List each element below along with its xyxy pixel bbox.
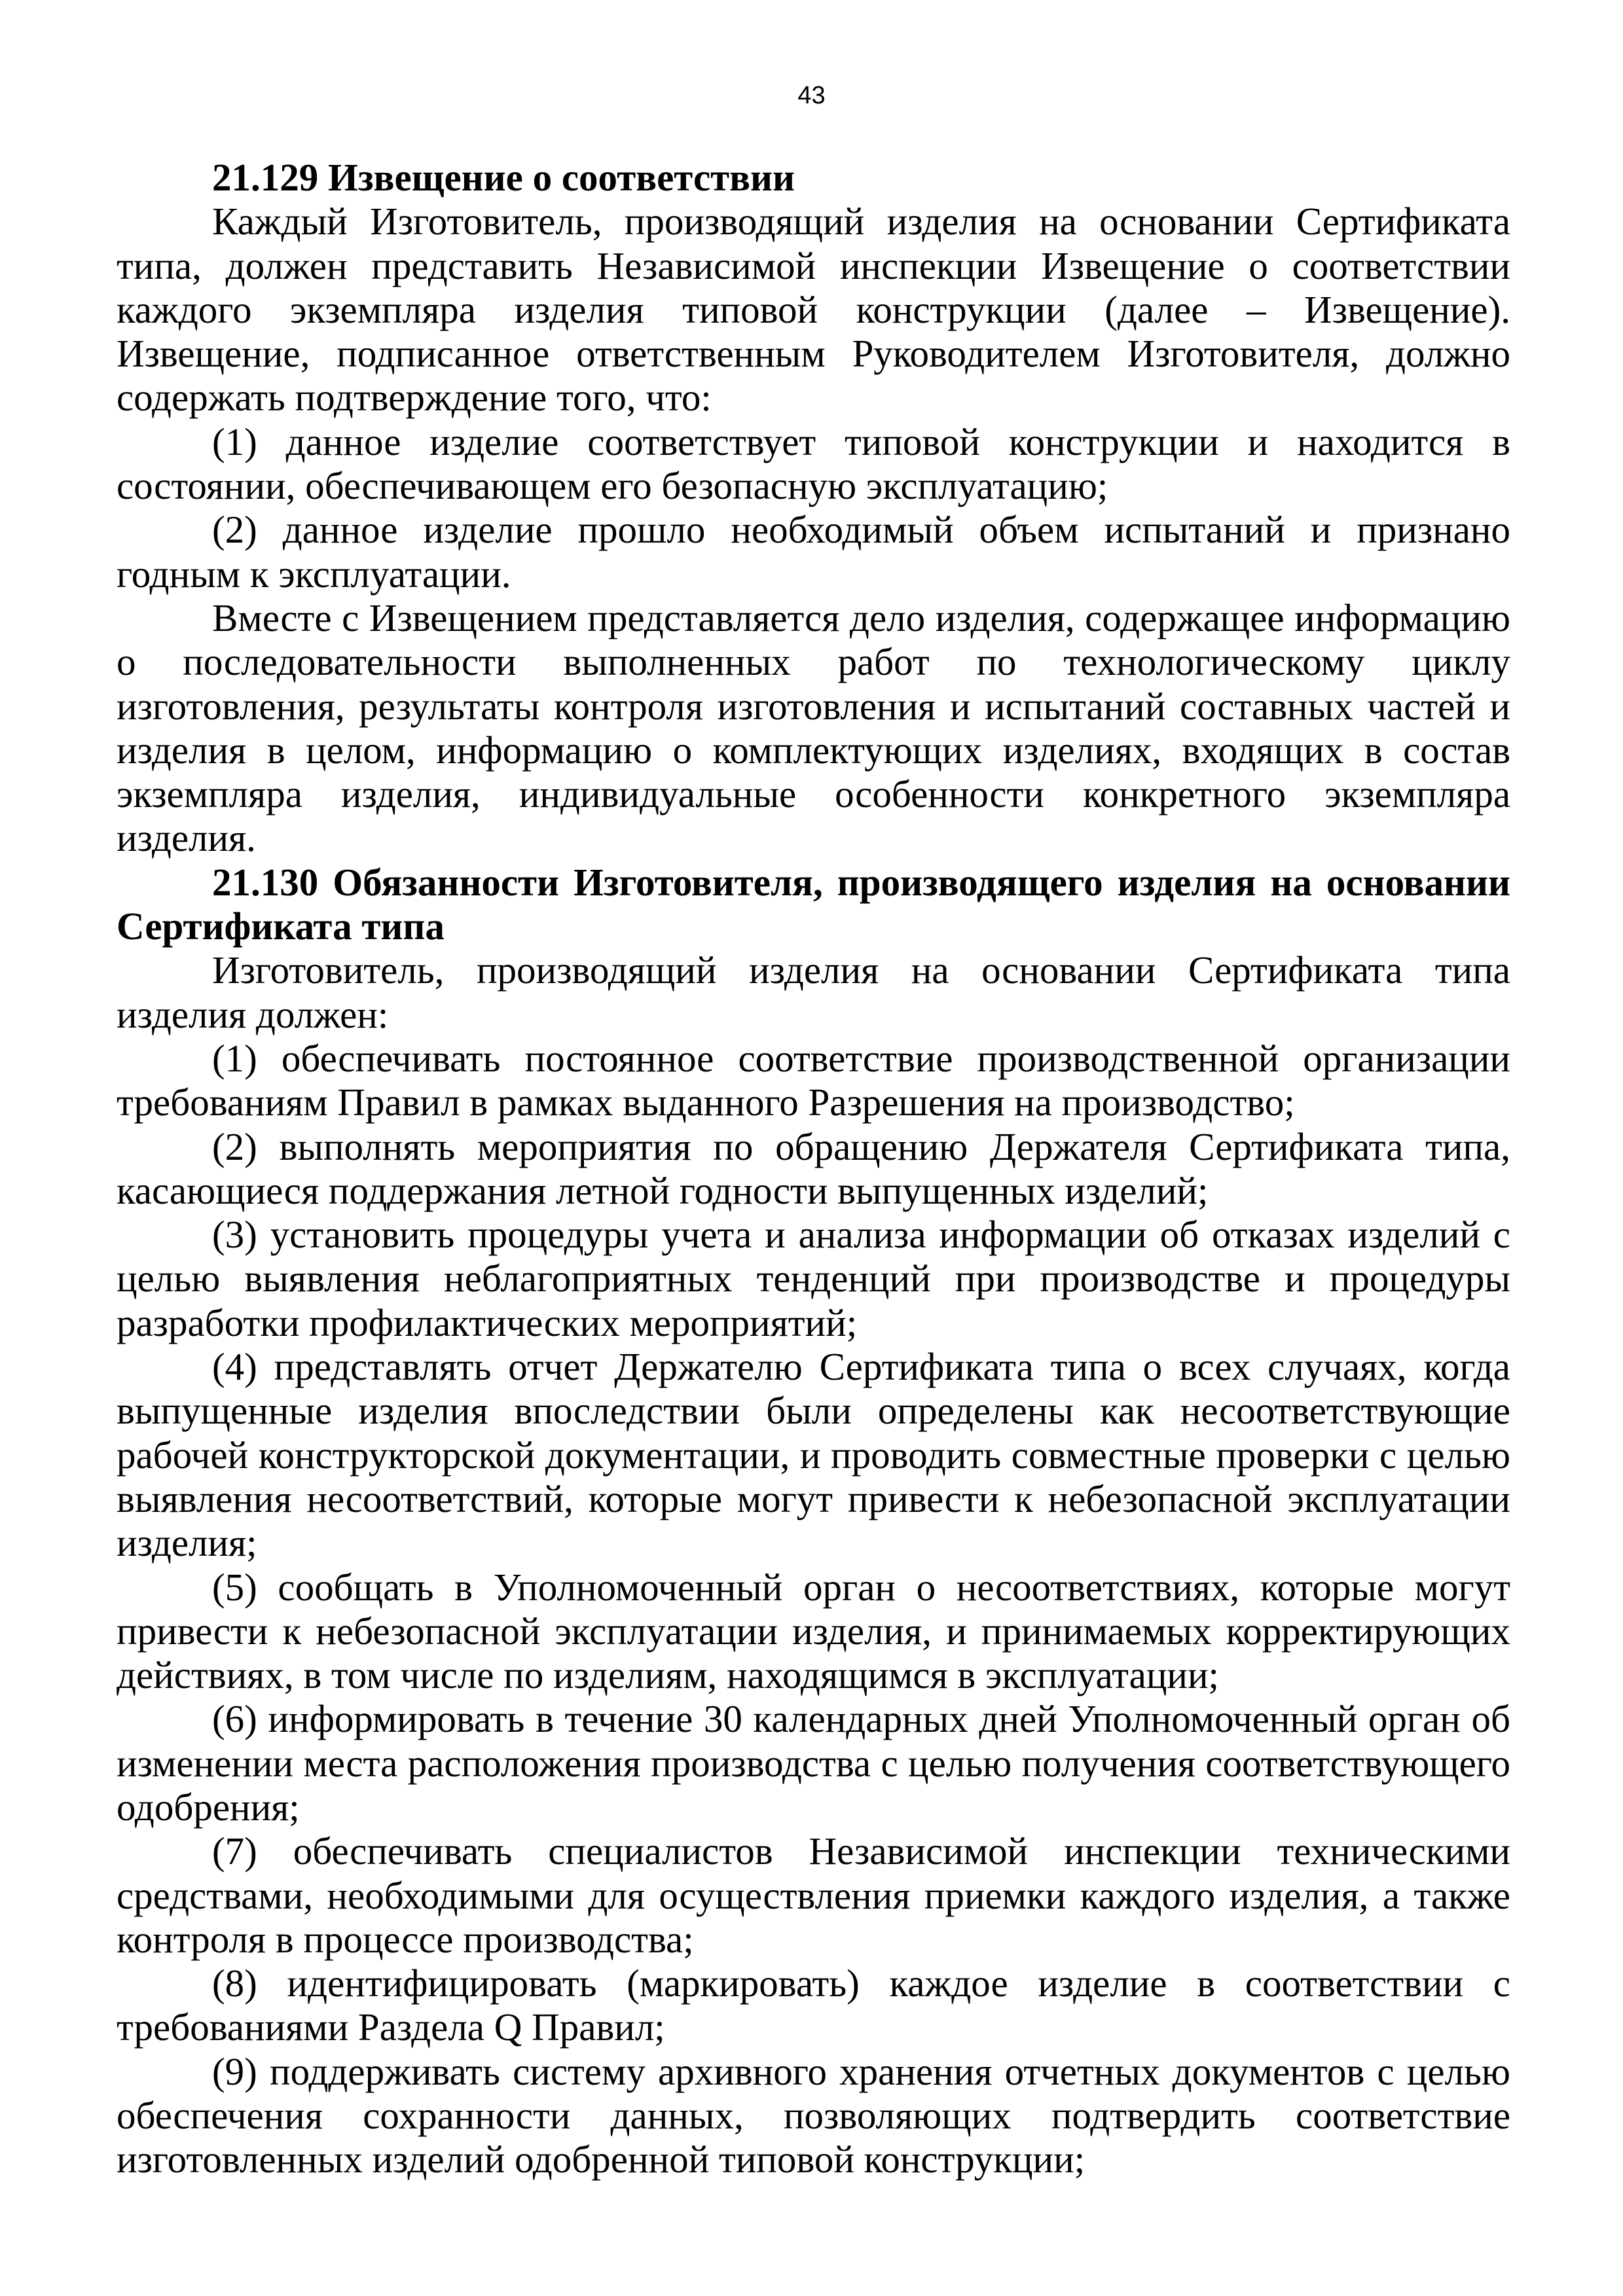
paragraph: Изготовитель, производящий изделия на основании Сертификата типа изделия должен: [117,948,1510,1036]
list-item: (2) выполнять мероприятия по обращению Держателя Сертификата типа, касающиеся поддержания летной годности выпущенных изделий; [117,1124,1510,1212]
section-heading: 21.129 Извещение о соответствии [212,156,795,199]
document-body [117,156,1510,2182]
list-item: (8) идентифицировать (маркировать) каждое изделие в соответствии с требованиями Раздела Q Правил; [117,1962,1510,2049]
list-item: (5) сообщать в Уполномоченный орган о несоответствиях, которые могут привести к небезопасной эксплуатации изделия, и принимаемых корректирующих действиях, в том числе по изделиям, находящимся в эксплуатации; [117,1565,1510,1697]
page-number: 43 [797,82,826,109]
section-21-130 [117,861,1510,2182]
list-item: (2) данное изделие прошло необходимый объем испытаний и признано годным к эксплуатации. [117,508,1510,596]
list-item: (4) представлять отчет Держателю Сертификата типа о всех случаях, когда выпущенные изделия впоследствии были определены как несоответствующие рабочей конструкторской документации, и проводить совместные проверки с целью выявления несоответствий, которые могут привести к небезопасной эксплуатации изделия; [117,1345,1510,1565]
list-item: (7) обеспечивать специалистов Независимой инспекции техническими средствами, необходимыми для осуществления приемки каждого изделия, а также контроля в процессе производства; [117,1829,1510,1961]
list-item: (3) установить процедуры учета и анализа информации об отказах изделий с целью выявления неблагоприятных тенденций при производстве и процедуры разработки профилактических мероприятий; [117,1213,1510,1344]
paragraph: Вместе с Извещением представляется дело изделия, содержащее информацию о последовательности выполненных работ по технологическому циклу изготовления, результаты контроля изготовления и испытаний составных частей и изделия в целом, информацию о комплектующих изделиях, входящих в состав экземпляра изделия, индивидуальные особенности конкретного экземпляра изделия. [117,596,1510,860]
list-item: (1) данное изделие соответствует типовой конструкции и находится в состоянии, обеспечивающем его безопасную эксплуатацию; [117,420,1510,508]
paragraph: Каждый Изготовитель, производящий изделия на основании Сертификата типа, должен представить Независимой инспекции Извещение о соответствии каждого экземпляра изделия типовой конструкции (далее – Извещение). Извещение, подписанное ответственным Руководителем Изготовителя, должно содержать подтверждение того, что: [117,200,1510,420]
list-item: (9) поддерживать систему архивного хранения отчетных документов с целью обеспечения сохранности данных, позволяющих подтвердить соответствие изготовленных изделий одобренной типовой конструкции; [117,2049,1510,2181]
section-heading: 21.130 Обязанности Изготовителя, производящего изделия на основании Сертификата типа [117,860,1510,948]
list-item: (1) обеспечивать постоянное соответствие производственной организации требованиям Правил в рамках выданного Разрешения на производство; [117,1036,1510,1124]
list-item: (6) информировать в течение 30 календарных дней Уполномоченный орган об изменении места расположения производства с целью получения соответствующего одобрения; [117,1697,1510,1829]
section-21-129 [117,156,1510,861]
